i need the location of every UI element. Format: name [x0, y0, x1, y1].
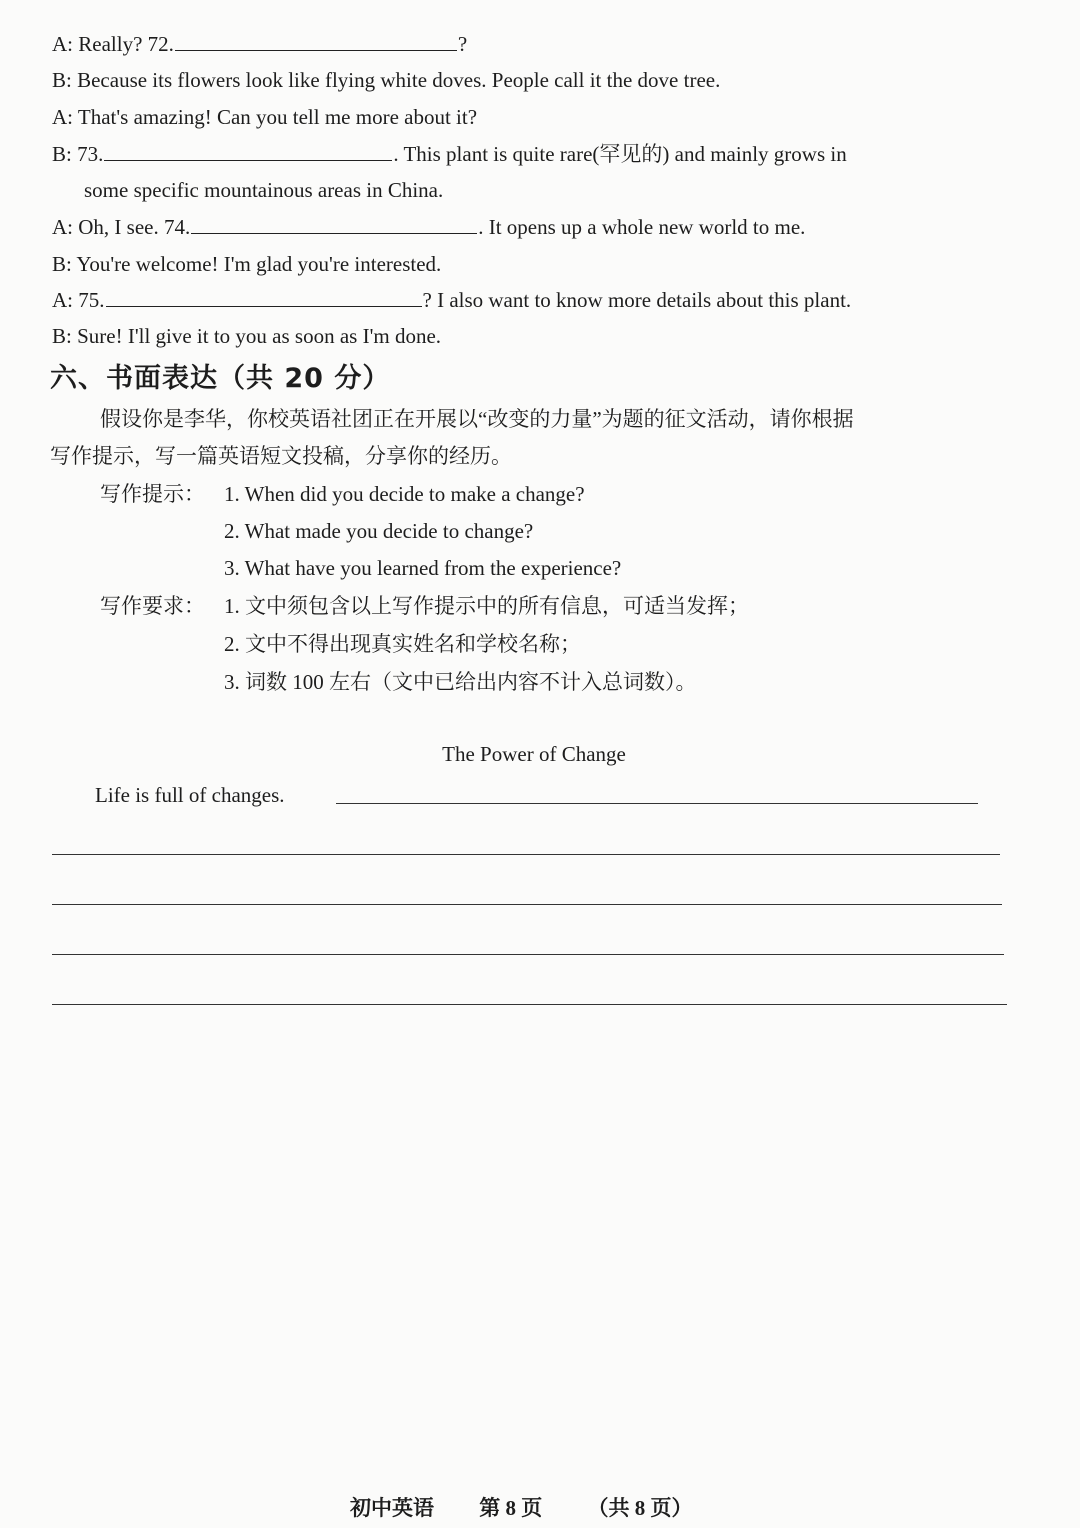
section-intro: 写作提示，写一篇英语短文投稿，分享你的经历。 [50, 444, 512, 468]
dialogue-text: ? I also want to know more details about this plant. [422, 288, 852, 312]
dialogue-line-1 [52, 30, 467, 58]
dialogue-line-9 [52, 322, 441, 350]
answer-blank-73[interactable] [104, 140, 392, 161]
dialogue-text: Really? 72. [78, 32, 174, 56]
dialogue-text: some specific mountainous areas in China. [84, 178, 444, 202]
speaker-label: B: [52, 324, 72, 348]
answer-blank-72[interactable] [175, 30, 457, 51]
dialogue-text: Oh, I see. 74. [78, 215, 191, 239]
dialogue-line-3 [52, 103, 477, 131]
prompt-item: 1. When did you decide to make a change? [224, 482, 585, 506]
section-title: 六、书面表达（共 20 分） [50, 363, 391, 394]
prompt-item: 3. What have you learned from the experience? [224, 556, 622, 580]
speaker-label: A: [52, 215, 73, 239]
writing-line[interactable] [52, 904, 1002, 905]
essay-opening: Life is full of changes. [95, 783, 285, 807]
dialogue-line-6 [52, 213, 805, 241]
dialogue-line-5 [84, 176, 443, 204]
requirement-item: 1. 文中须包含以上写作提示中的所有信息，可适当发挥； [224, 594, 749, 618]
speaker-label: A: [52, 105, 73, 129]
speaker-label: B: [52, 252, 72, 276]
prompt-item: 2. What made you decide to change? [224, 519, 534, 543]
writing-line[interactable] [52, 954, 1004, 955]
footer-subject: 初中英语 [350, 1496, 434, 1520]
writing-line[interactable] [52, 1004, 1007, 1005]
writing-line[interactable] [52, 854, 1000, 855]
dialogue-line-8 [52, 286, 851, 314]
speaker-label: A: [52, 32, 73, 56]
answer-blank-75[interactable] [106, 286, 422, 307]
dialogue-text: 75. [78, 288, 105, 312]
dialogue-text: 73. [77, 142, 104, 166]
dialogue-text: Sure! I'll give it to you as soon as I'm done. [77, 324, 442, 348]
requirements-label: 写作要求： [100, 594, 205, 618]
dialogue-line-2 [52, 66, 720, 94]
dialogue-line-4 [52, 140, 847, 168]
page-footer [350, 1494, 733, 1522]
writing-line[interactable] [336, 803, 978, 804]
dialogue-line-7 [52, 250, 441, 278]
speaker-label: A: [52, 288, 73, 312]
answer-blank-74[interactable] [191, 213, 477, 234]
footer-total-pages: （共 8 页） [587, 1496, 693, 1520]
dialogue-text: ? [457, 32, 468, 56]
dialogue-text: Because its flowers look like flying white doves. People call it the dove tree. [77, 68, 721, 92]
section-intro: 假设你是李华，你校英语社团正在开展以“改变的力量”为题的征文活动，请你根据 [100, 407, 854, 431]
essay-title: The Power of Change [442, 742, 626, 766]
dialogue-text: That's amazing! Can you tell me more about it? [77, 105, 478, 129]
speaker-label: B: [52, 68, 72, 92]
requirement-item: 3. 词数 100 左右（文中已给出内容不计入总词数）。 [224, 670, 697, 694]
requirement-item: 2. 文中不得出现真实姓名和学校名称； [224, 632, 581, 656]
dialogue-text: You're welcome! I'm glad you're interested. [76, 252, 442, 276]
dialogue-text: . It opens up a whole new world to me. [478, 215, 806, 239]
speaker-label: B: [52, 142, 72, 166]
footer-page-number: 第 8 页 [479, 1496, 543, 1520]
dialogue-text: . This plant is quite rare(罕见的) and mainly grows in [393, 142, 847, 166]
prompts-label: 写作提示： [100, 482, 205, 506]
